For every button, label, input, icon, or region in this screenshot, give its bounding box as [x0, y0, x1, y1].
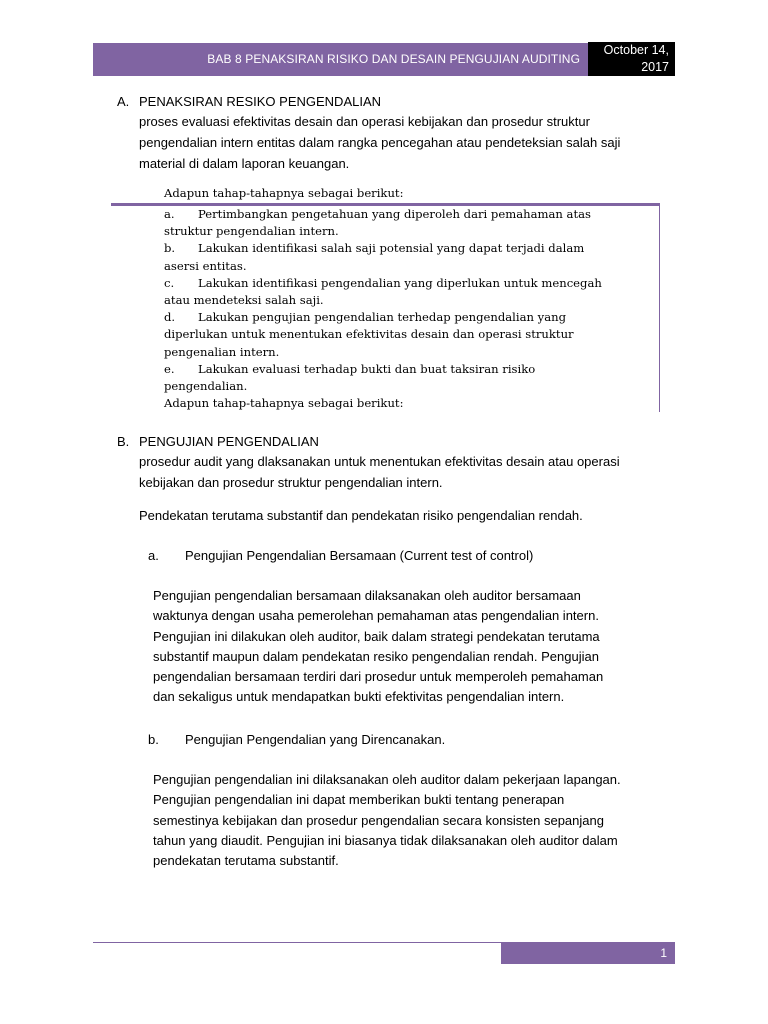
step-letter: a. [164, 207, 175, 221]
step-text: pengenalian intern. [164, 344, 280, 359]
section-b-label: B. [117, 434, 130, 449]
date-line-2: 2017 [641, 60, 669, 74]
section-a-line: proses evaluasi efektivitas desain dan operasi kebijakan dan prosedur struktur [139, 114, 590, 129]
section-b-line: kebijakan dan prosedur struktur pengendalian intern. [139, 475, 443, 490]
step-item [164, 206, 654, 240]
step-item [164, 361, 654, 395]
section-a-heading [117, 92, 381, 111]
step-text: asersi entitas. [164, 258, 247, 273]
section-a-line: material di dalam laporan keuangan. [139, 156, 350, 171]
step-text: Lakukan pengujian pengendalian terhedap pengendalian yang [198, 310, 567, 325]
step-item [164, 309, 654, 361]
step-text: struktur pengendalian intern. [164, 224, 339, 239]
section-b-title: PENGUJIAN PENGENDALIAN [139, 434, 319, 449]
item-a-line: dan sekaligus untuk mendapatkan bukti efektivitas pengendalian intern. [153, 689, 565, 705]
item-a-title: Pengujian Pengendalian Bersamaan (Current test of control) [185, 548, 534, 563]
chapter-title: BAB 8 PENAKSIRAN RISIKO DAN DESAIN PENGUJIAN AUDITING [207, 52, 580, 66]
step-letter: c. [164, 275, 175, 290]
step-letter: b. [164, 241, 176, 256]
step-text: atau mendeteksi salah saji. [164, 293, 324, 308]
item-a-line: Pengujian pengendalian bersamaan dilaksanakan oleh auditor bersamaan [153, 588, 581, 603]
item-b-line: semestinya kebijakan dan prosedur pengendalian secara konsisten sepanjang [153, 812, 604, 828]
steps-tail: Adapun tahap-tahapnya sebagai berikut: [164, 396, 404, 410]
steps-lead: Adapun tahap-tahapnya sebagai berikut: [164, 186, 404, 200]
item-b-paragraph [153, 770, 621, 871]
step-letter: d. [164, 310, 176, 325]
item-b-line: tahun yang diaudit. Pengujian ini biasanya tidak dilaksanakan oleh auditor dalam [153, 832, 618, 848]
item-a-line: Pengujian ini dilakukan oleh auditor, baik dalam strategi pendekatan terutama [153, 628, 600, 644]
item-b-line: Pengujian pengendalian ini dapat memberikan bukti tentang penerapan [153, 792, 565, 808]
section-a-title: PENAKSIRAN RESIKO PENGENDALIAN [139, 94, 382, 109]
section-a-paragraph [139, 111, 620, 174]
step-text: Lakukan identifikasi salah saji potensial yang dapat terjadi dalam [198, 241, 585, 256]
item-b-title: Pengujian Pengendalian yang Direncanakan. [185, 732, 446, 747]
item-a-paragraph [153, 586, 603, 708]
section-b-paragraph [139, 451, 620, 493]
step-text: Pertimbangkan pengetahuan yang diperoleh dari pemahaman atas [198, 207, 591, 221]
item-b-label: b. [148, 732, 159, 747]
item-b-heading [148, 730, 445, 749]
item-a-line: pengendalian bersamaan terdiri dari prosedur untuk memperoleh pemahaman [153, 669, 604, 685]
step-text: Lakukan evaluasi terhadap bukti dan buat taksiran risiko [198, 361, 536, 376]
item-b-line: Pengujian pengendalian ini dilaksanakan oleh auditor dalam pekerjaan lapangan. [153, 772, 621, 787]
item-a-line: substantif maupun dalam pendekatan resiko pengendalian rendah. Pengujian [153, 648, 599, 664]
item-b-line: pendekatan terutama substantif. [153, 853, 339, 869]
step-text: diperlukan untuk menentukan efektivitas desain dan operasi struktur [164, 327, 574, 342]
step-text: pengendalian. [164, 379, 248, 394]
page-number: 1 [501, 942, 675, 964]
section-b-line: prosedur audit yang dlaksanakan untuk menentukan efektivitas desain atau operasi [139, 454, 620, 469]
approach-text: Pendekatan terutama substantif dan pendekatan risiko pengendalian rendah. [139, 508, 583, 523]
footer-rule [93, 942, 501, 943]
section-a-label: A. [117, 94, 130, 109]
header-date [588, 42, 675, 76]
step-letter: e. [164, 361, 175, 376]
item-a-heading [148, 546, 533, 565]
step-item [164, 275, 654, 309]
date-line-1: October 14, [603, 43, 669, 57]
item-a-line: waktunya dengan usaha pemerolehan pemahaman atas pengendalian intern. [153, 608, 599, 624]
item-a-label: a. [148, 548, 159, 563]
step-item [164, 240, 654, 274]
step-text: Lakukan identifikasi pengendalian yang diperlukan untuk mencegah [198, 275, 602, 290]
steps-list [164, 206, 654, 395]
section-a-line: pengendalian intern entitas dalam rangka pencegahan atau pendeteksian salah saji [139, 135, 621, 150]
section-b-heading [117, 432, 319, 451]
